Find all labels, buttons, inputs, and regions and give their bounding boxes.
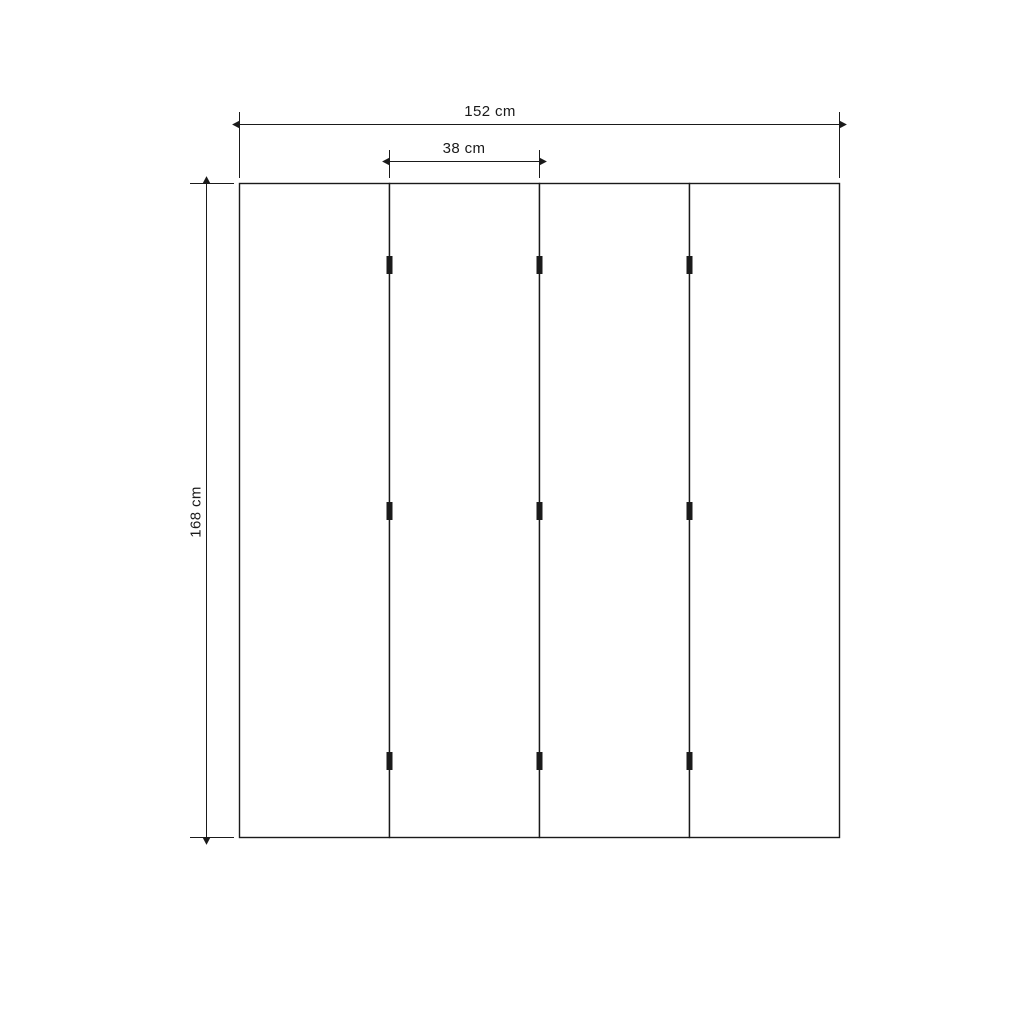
total-width-label: 152 cm	[458, 103, 522, 120]
hinge-icon	[537, 256, 543, 274]
panel-2	[390, 184, 540, 838]
panel-1	[240, 184, 390, 838]
panel-width-label: 38 cm	[437, 140, 492, 157]
hinge-icon	[537, 752, 543, 770]
hinge-icon	[687, 502, 693, 520]
hinge-icon	[537, 502, 543, 520]
hinge-icon	[387, 256, 393, 274]
height-label: 168 cm	[188, 480, 205, 544]
hinge-icon	[387, 502, 393, 520]
hinge-icon	[687, 256, 693, 274]
hinge-icon	[687, 752, 693, 770]
panel-4	[690, 184, 840, 838]
hinge-icon	[387, 752, 393, 770]
panel-3	[540, 184, 690, 838]
